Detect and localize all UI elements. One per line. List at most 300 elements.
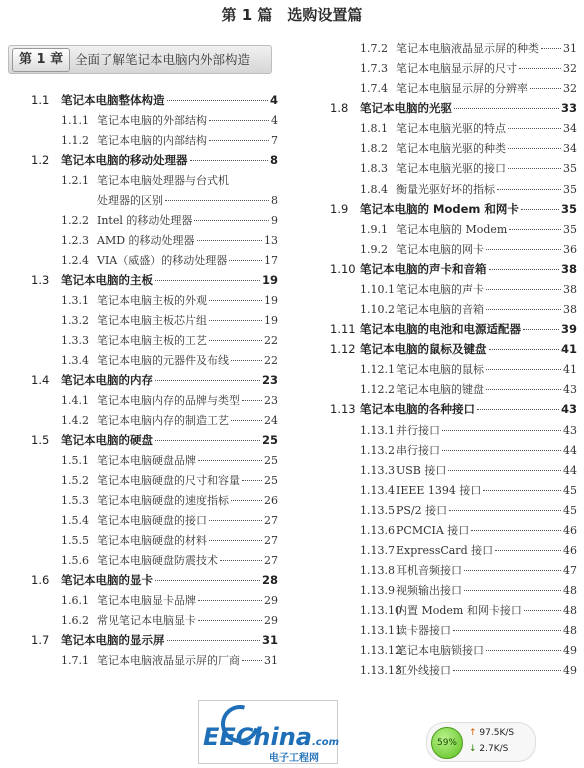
toc-number: 1.7.2	[360, 42, 388, 55]
toc-number: 1.7.4	[360, 82, 388, 96]
leader-dots	[471, 530, 561, 531]
toc-page-number: 19	[264, 314, 278, 327]
leader-dots	[198, 600, 262, 601]
toc-subsection-entry	[360, 522, 577, 538]
toc-title: 笔记本电脑的各种接口	[360, 402, 475, 417]
toc-title: 笔记本电脑硬盘的材料	[97, 534, 207, 547]
leader-dots	[448, 470, 561, 471]
toc-title: 笔记本电脑的 Modem	[396, 222, 508, 236]
toc-subsection-entry	[61, 472, 278, 488]
toc-page-number: 31	[261, 633, 278, 647]
toc-title: 笔记本电脑的外部结构	[97, 114, 207, 127]
toc-page-number: 44	[563, 463, 577, 477]
toc-number: 1.5.5	[61, 534, 89, 547]
chapter-title: 全面了解笔记本电脑内外部构造	[75, 52, 251, 67]
toc-page-number: 47	[563, 564, 577, 578]
toc-title: 笔记本电脑的网卡	[396, 242, 484, 256]
part-title: 第 1 篇 选购设置篇	[221, 6, 363, 24]
toc-title: VIA（威盛）的移动处理器	[97, 254, 228, 267]
toc-title: 笔记本电脑的光驱	[360, 101, 452, 116]
toc-subsection-entry	[360, 80, 577, 96]
toc-number: 1.13.5	[360, 503, 395, 517]
toc-section-entry	[330, 321, 577, 337]
toc-subsection-entry	[360, 381, 577, 397]
leader-dots	[486, 249, 561, 250]
toc-subsection-entry	[360, 562, 577, 578]
toc-page-number: 27	[264, 534, 278, 547]
toc-title: 耳机音频接口	[396, 564, 462, 578]
toc-title: 笔记本电脑光驱的特点	[396, 122, 506, 136]
toc-subsection-entry	[61, 252, 278, 268]
toc-page-number: 27	[264, 514, 278, 527]
toc-subsection-entry	[61, 552, 278, 568]
leader-dots	[155, 280, 260, 281]
toc-subsection-entry	[360, 281, 577, 297]
toc-title: 笔记本电脑显卡品牌	[97, 594, 196, 607]
toc-page-number: 48	[563, 604, 577, 618]
toc-number: 1.11	[330, 322, 356, 337]
toc-subsection-entry	[360, 60, 577, 76]
toc-subsection-entry	[360, 120, 577, 136]
toc-section-entry	[31, 632, 278, 648]
toc-number: 1.7.3	[360, 62, 388, 76]
toc-page-number: 41	[563, 363, 577, 377]
toc-number: 1.8.2	[360, 142, 388, 156]
toc-subsection-entry	[61, 412, 278, 428]
toc-page-number: 27	[264, 554, 278, 567]
toc-page-number: 43	[563, 423, 577, 437]
toc-number: 1.13.9	[360, 584, 395, 598]
toc-page-number: 7	[271, 134, 278, 147]
toc-subsection-entry	[360, 40, 577, 56]
leader-dots	[242, 400, 262, 401]
toc-subsection-entry	[61, 452, 278, 468]
watermark-brand: EEChina.com	[203, 723, 340, 751]
toc-title: 笔记本电脑的内部结构	[97, 134, 207, 147]
toc-title: 笔记本电脑硬盘防震技术	[97, 554, 218, 567]
toc-title: ExpressCard 接口	[396, 544, 494, 557]
leader-dots	[209, 540, 262, 541]
toc-title: 笔记本电脑的声卡	[396, 282, 484, 296]
toc-title: 笔记本电脑的元器件及布线	[97, 354, 229, 367]
toc-subsection-entry	[360, 221, 577, 237]
toc-page-number: 38	[563, 303, 577, 317]
toc-number: 1.4	[31, 373, 50, 387]
toc-section-entry	[31, 372, 278, 388]
leader-dots	[231, 360, 262, 361]
leader-dots	[486, 369, 561, 370]
toc-page-number: 39	[560, 322, 577, 337]
toc-number: 1.5.3	[61, 494, 89, 507]
toc-number: 1.6	[31, 573, 50, 587]
toc-number: 1.2.1	[61, 174, 89, 187]
toc-number: 1.13.3	[360, 463, 395, 477]
toc-number: 1.9.1	[360, 222, 388, 236]
toc-page-number: 46	[563, 544, 577, 557]
toc-section-entry	[31, 152, 278, 168]
toc-number: 1.13.7	[360, 544, 395, 557]
toc-number: 1.9.2	[360, 242, 388, 256]
toc-number: 1.8.4	[360, 182, 388, 196]
toc-number: 1.13.12	[360, 644, 402, 658]
toc-number: 1.2	[31, 153, 50, 167]
toc-subsection-entry	[61, 652, 278, 668]
toc-number: 1.5.6	[61, 554, 89, 567]
toc-title: 常见笔记本电脑显卡	[97, 614, 196, 627]
leader-dots	[442, 430, 561, 431]
toc-number: 1.3.1	[61, 294, 89, 307]
toc-page-number: 48	[563, 624, 577, 638]
leader-dots	[209, 340, 262, 341]
down-arrow-icon: ↓	[469, 744, 477, 754]
usage-percent: 59%	[431, 727, 463, 759]
toc-title: 笔记本电脑主板的工艺	[97, 334, 207, 347]
toc-subsection-entry	[360, 361, 577, 377]
toc-page-number: 46	[563, 523, 577, 537]
toc-page-number: 35	[563, 162, 577, 176]
leader-dots	[198, 460, 262, 461]
toc-number: 1.8.1	[360, 122, 388, 136]
toc-title: 笔记本电脑硬盘的接口	[97, 514, 207, 527]
toc-number: 1.10.1	[360, 282, 395, 296]
toc-page-number: 38	[563, 282, 577, 296]
toc-number: 1.5.1	[61, 454, 89, 467]
toc-subsection-entry	[61, 292, 278, 308]
toc-title: 衡量光驱好坏的指标	[396, 182, 495, 196]
leader-dots	[509, 229, 561, 230]
toc-title: 串行接口	[396, 443, 440, 457]
toc-title: 笔记本电脑的鼠标	[396, 363, 484, 377]
toc-subsection-entry	[61, 132, 278, 148]
toc-page-number: 8	[271, 194, 278, 207]
toc-page-number: 9	[271, 214, 278, 227]
toc-number: 1.10.2	[360, 303, 395, 317]
toc-subsection-entry	[360, 442, 577, 458]
leader-dots	[453, 630, 561, 631]
toc-page-number: 25	[261, 433, 278, 447]
toc-number: 1.6.2	[61, 614, 89, 627]
toc-number: 1.3.2	[61, 314, 89, 327]
leader-dots	[524, 610, 561, 611]
toc-title: 笔记本电脑内存的品牌与类型	[97, 394, 240, 407]
toc-subsection-entry	[360, 662, 577, 678]
leader-dots	[523, 329, 559, 330]
leader-dots	[530, 88, 561, 89]
toc-title: 笔记本电脑主板芯片组	[97, 314, 207, 327]
toc-title: 笔记本电脑光驱的接口	[396, 162, 506, 176]
toc-number: 1.12.2	[360, 383, 395, 397]
toc-page-number: 28	[261, 573, 278, 587]
network-speed-widget[interactable]	[426, 722, 536, 762]
leader-dots	[220, 560, 262, 561]
toc-title: USB 接口	[396, 463, 447, 477]
leader-dots	[495, 550, 561, 551]
toc-number: 1.13.1	[360, 423, 395, 437]
toc-title: 内置 Modem 和网卡接口	[396, 604, 522, 618]
toc-title: 笔记本电脑内存的制造工艺	[97, 414, 229, 427]
toc-subsection-entry	[61, 212, 278, 228]
toc-page-number: 25	[264, 454, 278, 467]
toc-subsection-entry	[61, 392, 278, 408]
toc-title: 笔记本电脑硬盘品牌	[97, 454, 196, 467]
toc-number: 1.7	[31, 633, 50, 647]
toc-title: 笔记本电脑的显卡	[61, 573, 153, 587]
toc-page-number: 48	[563, 584, 577, 598]
toc-number: 1.12.1	[360, 363, 395, 377]
toc-number: 1.8	[330, 101, 349, 116]
toc-number: 1.13.8	[360, 564, 395, 578]
leader-dots	[519, 68, 561, 69]
toc-page-number: 31	[264, 654, 278, 667]
toc-section-entry	[330, 401, 577, 417]
toc-number: 1.5.4	[61, 514, 89, 527]
toc-title: 笔记本电脑整体构造	[61, 93, 165, 107]
leader-dots	[442, 450, 561, 451]
toc-subsection-entry	[360, 482, 577, 498]
toc-subsection-entry	[360, 642, 577, 658]
toc-page-number: 32	[563, 82, 577, 96]
leader-dots	[209, 320, 262, 321]
toc-page-number: 38	[560, 261, 577, 276]
leader-dots	[489, 349, 559, 350]
leader-dots	[165, 200, 269, 201]
toc-title: 笔记本电脑的硬盘	[61, 433, 153, 447]
toc-section-entry	[31, 432, 278, 448]
leader-dots	[242, 480, 262, 481]
leader-dots	[453, 670, 561, 671]
toc-title: 笔记本电脑硬盘的速度指标	[97, 494, 229, 507]
toc-subsection-entry	[61, 532, 278, 548]
toc-subsection-entry	[61, 232, 278, 248]
toc-number: 1.4.1	[61, 394, 89, 407]
toc-title: AMD 的移动处理器	[97, 234, 195, 247]
toc-title: 笔记本电脑的键盘	[396, 383, 484, 397]
toc-number: 1.3	[31, 273, 50, 287]
leader-dots	[486, 650, 561, 651]
toc-title: 笔记本电脑硬盘的尺寸和容量	[97, 474, 240, 487]
toc-page-number: 23	[264, 394, 278, 407]
toc-number: 1.10	[330, 261, 356, 276]
toc-title: 笔记本电脑的移动处理器	[61, 153, 188, 167]
toc-title: 并行接口	[396, 423, 440, 437]
toc-section-entry	[31, 572, 278, 588]
toc-subsection-entry	[360, 622, 577, 638]
toc-page-number: 35	[560, 201, 577, 216]
toc-number: 1.13.6	[360, 523, 395, 537]
toc-title: Intel 的移动处理器	[97, 214, 193, 227]
toc-title: 笔记本电脑主板的外观	[97, 294, 207, 307]
toc-subsection-entry	[360, 542, 577, 558]
leader-dots	[454, 108, 559, 109]
toc-number: 1.12	[330, 342, 356, 357]
leader-dots	[155, 440, 260, 441]
toc-title: 笔记本电脑的主板	[61, 273, 153, 287]
toc-subsection-entry	[360, 462, 577, 478]
toc-number: 1.7.1	[61, 654, 89, 667]
leader-dots	[489, 269, 559, 270]
leader-dots	[464, 570, 561, 571]
toc-number: 1.5.2	[61, 474, 89, 487]
toc-page-number: 17	[264, 254, 278, 267]
toc-page-number: 13	[264, 234, 278, 247]
leader-dots	[190, 160, 268, 161]
toc-page-number: 22	[264, 354, 278, 367]
toc-title: 笔记本电脑的声卡和音箱	[360, 261, 487, 276]
toc-page-number: 29	[264, 594, 278, 607]
toc-number: 1.2.3	[61, 234, 89, 247]
leader-dots	[486, 289, 561, 290]
toc-page-number: 49	[563, 664, 577, 678]
leader-dots	[508, 128, 561, 129]
leader-dots	[209, 120, 269, 121]
toc-number: 1.13.13	[360, 664, 402, 678]
leader-dots	[497, 189, 561, 190]
toc-page-number: 49	[563, 644, 577, 658]
toc-title: 处理器的区别	[97, 194, 163, 207]
toc-number: 1.2.4	[61, 254, 89, 267]
leader-dots	[483, 490, 561, 491]
toc-section-entry	[31, 92, 278, 108]
toc-number: 1.6.1	[61, 594, 89, 607]
leader-dots	[198, 620, 262, 621]
toc-title: 笔记本电脑的音箱	[396, 303, 484, 317]
toc-subsection-entry	[360, 602, 577, 618]
toc-title: 笔记本电脑的显示屏	[61, 633, 165, 647]
toc-page-number: 29	[264, 614, 278, 627]
toc-page-number: 22	[264, 334, 278, 347]
toc-title: 笔记本电脑显示屏的分辨率	[396, 82, 528, 96]
leader-dots	[209, 300, 262, 301]
toc-section-entry	[31, 272, 278, 288]
leader-dots	[242, 660, 262, 661]
toc-number: 1.3.3	[61, 334, 89, 347]
toc-subsection-entry	[61, 492, 278, 508]
toc-section-entry	[330, 100, 577, 116]
toc-section-entry	[330, 341, 577, 357]
toc-title: 笔记本电脑处理器与台式机	[97, 174, 229, 187]
toc-page-number: 31	[563, 42, 577, 55]
download-speed: ↓ 2.7K/S	[469, 744, 509, 754]
toc-number: 1.9	[330, 201, 349, 216]
toc-page-number: 43	[563, 383, 577, 397]
toc-section-entry	[330, 201, 577, 217]
toc-title: PS/2 接口	[396, 503, 448, 517]
toc-page-number: 19	[261, 273, 278, 287]
watermark-subtitle: 电子工程网	[269, 753, 319, 764]
toc-subsection-entry	[61, 352, 278, 368]
toc-number: 1.5	[31, 433, 50, 447]
toc-title: IEEE 1394 接口	[396, 483, 482, 497]
leader-dots	[229, 260, 262, 261]
toc-page-number: 33	[560, 101, 577, 116]
toc-number: 1.13.4	[360, 483, 395, 497]
toc-title: 笔记本电脑的鼠标及键盘	[360, 342, 487, 357]
toc-page-number: 35	[563, 182, 577, 196]
toc-number: 1.1.1	[61, 114, 89, 127]
leader-dots	[155, 380, 260, 381]
leader-dots	[231, 500, 262, 501]
toc-subsection-entry	[61, 312, 278, 328]
toc-title: 笔记本电脑显示屏的尺寸	[396, 62, 517, 76]
toc-subsection-entry	[61, 592, 278, 608]
leader-dots	[477, 409, 559, 410]
toc-title: 笔记本电脑的 Modem 和网卡	[360, 201, 519, 216]
toc-title: 视频输出接口	[396, 584, 462, 598]
chapter-number: 第 1 章	[12, 48, 70, 72]
toc-page-number: 4	[271, 114, 278, 127]
toc-page-number: 45	[563, 503, 577, 517]
toc-page-number: 41	[560, 342, 577, 357]
toc-number: 1.8.3	[360, 162, 388, 176]
toc-number: 1.13.2	[360, 443, 395, 457]
toc-section-entry	[330, 261, 577, 277]
toc-number: 1.1	[31, 93, 50, 107]
toc-page-number: 43	[560, 402, 577, 417]
toc-subsection-entry	[360, 140, 577, 156]
leader-dots	[194, 220, 269, 221]
leader-dots	[209, 520, 262, 521]
up-arrow-icon: ↑	[469, 728, 477, 738]
toc-page-number: 26	[264, 494, 278, 507]
toc-subsection-entry	[61, 112, 278, 128]
toc-title: 笔记本电脑锁接口	[396, 644, 484, 658]
toc-number: 1.4.2	[61, 414, 89, 427]
toc-subsection-entry	[360, 582, 577, 598]
toc-title: 笔记本电脑光驱的种类	[396, 142, 506, 156]
toc-subsection-entry	[61, 332, 278, 348]
leader-dots	[167, 100, 268, 101]
leader-dots	[167, 640, 260, 641]
toc-subsection-entry	[360, 301, 577, 317]
toc-subsection-entry	[61, 172, 278, 188]
leader-dots	[197, 240, 262, 241]
toc-page-number: 8	[269, 153, 278, 167]
toc-subsection-entry	[360, 422, 577, 438]
toc-number: 1.1.2	[61, 134, 89, 147]
toc-subsection-entry	[360, 160, 577, 176]
toc-title: 笔记本电脑的电池和电源适配器	[360, 322, 521, 337]
toc-subsection-entry	[97, 192, 278, 208]
toc-title: PCMCIA 接口	[396, 523, 470, 537]
toc-number: 1.2.2	[61, 214, 89, 227]
toc-page-number: 45	[563, 483, 577, 497]
toc-page-number: 25	[264, 474, 278, 487]
toc-page-number: 19	[264, 294, 278, 307]
toc-page-number: 24	[264, 414, 278, 427]
toc-page-number: 32	[563, 62, 577, 76]
leader-dots	[508, 148, 561, 149]
toc-title: 红外线接口	[396, 664, 451, 678]
toc-page-number: 34	[563, 122, 577, 136]
toc-number: 1.3.4	[61, 354, 89, 367]
leader-dots	[449, 510, 561, 511]
toc-number: 1.13.10	[360, 604, 402, 618]
leader-dots	[521, 209, 559, 210]
toc-page-number: 36	[563, 242, 577, 256]
toc-page-number: 34	[563, 142, 577, 156]
toc-number: 1.13.11	[360, 624, 402, 638]
toc-title: 笔记本电脑液晶显示屏的种类	[396, 42, 539, 55]
toc-title: 读卡器接口	[396, 624, 451, 638]
eechina-watermark	[198, 700, 338, 764]
toc-title: 笔记本电脑的内存	[61, 373, 153, 387]
leader-dots	[209, 140, 269, 141]
leader-dots	[541, 48, 561, 49]
toc-title: 笔记本电脑液晶显示屏的厂商	[97, 654, 240, 667]
toc-subsection-entry	[360, 241, 577, 257]
leader-dots	[464, 590, 561, 591]
leader-dots	[486, 309, 561, 310]
